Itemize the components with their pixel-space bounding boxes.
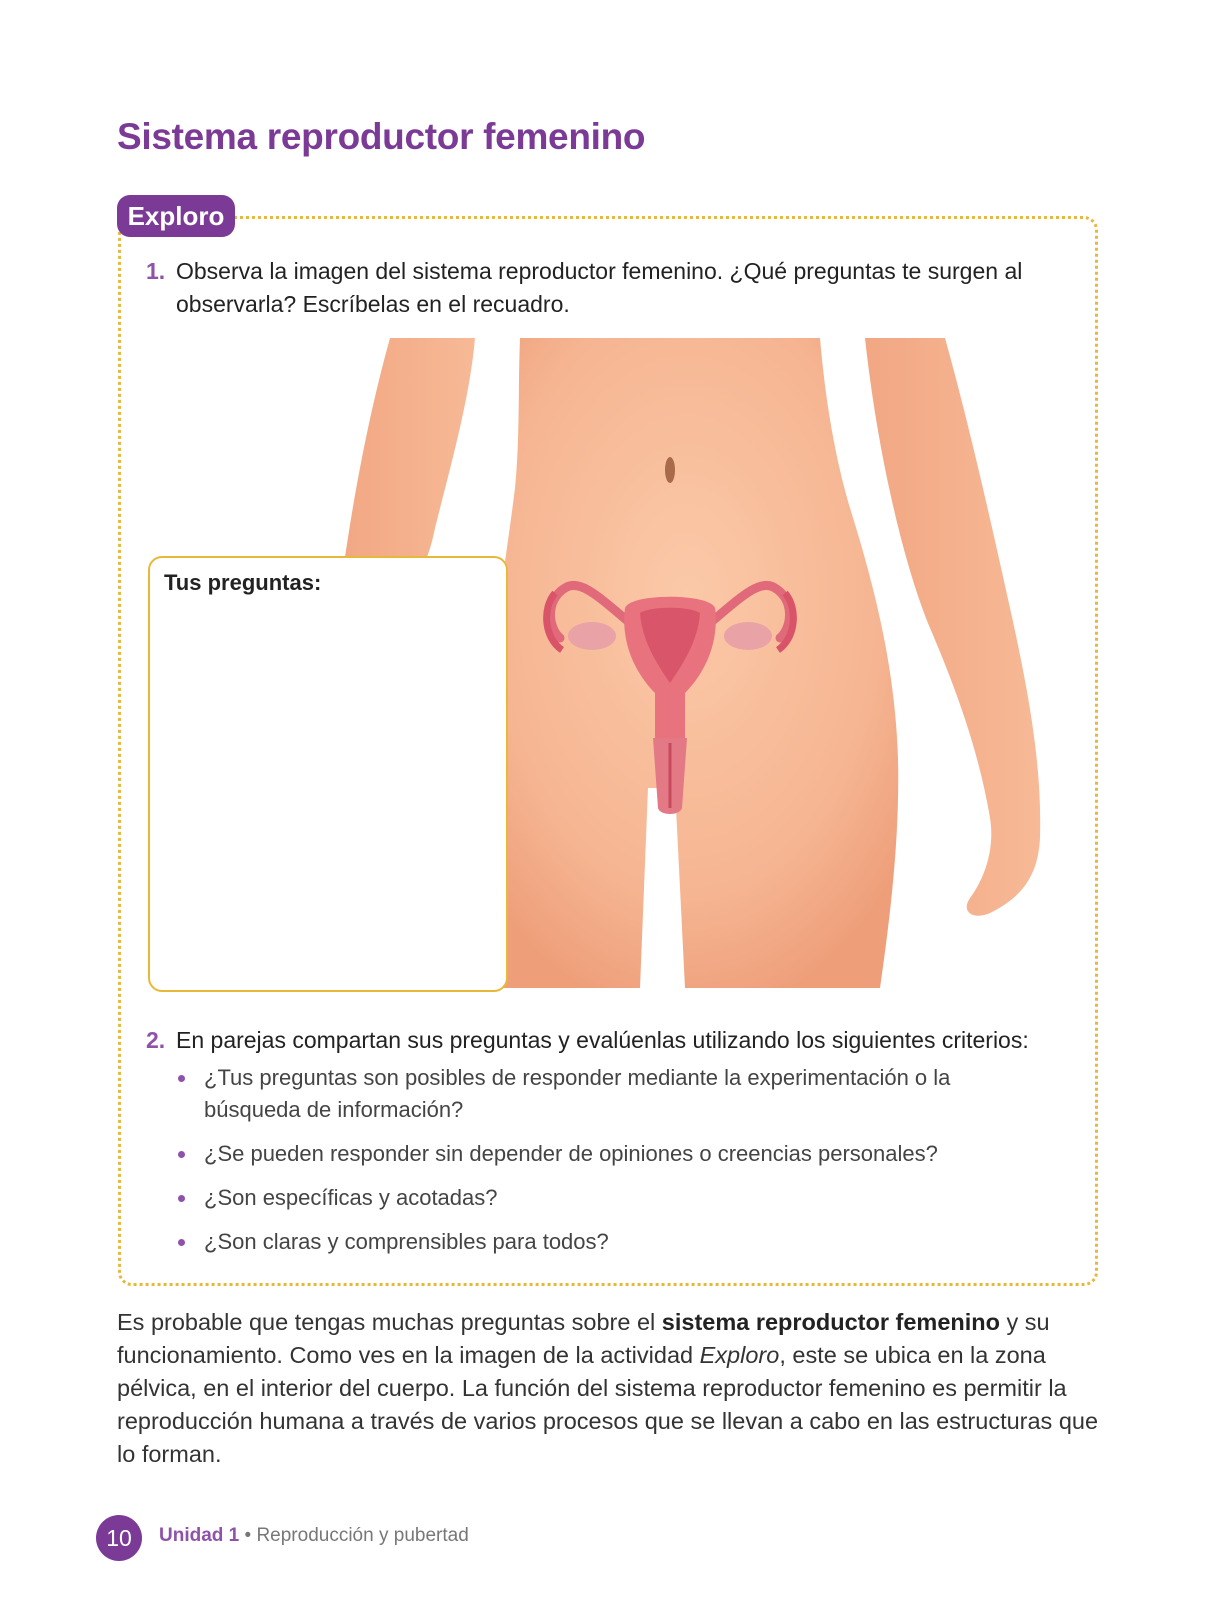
navel	[665, 457, 675, 483]
questions-answer-box[interactable]	[148, 556, 508, 992]
criteria-item: ¿Son claras y comprensibles para todos?	[178, 1226, 998, 1258]
criteria-item: ¿Se pueden responder sin depender de opiniones o creencias personales?	[178, 1138, 998, 1170]
question-2-number: 2.	[146, 1027, 166, 1053]
activity-reference: Exploro	[699, 1342, 780, 1368]
criteria-item: ¿Tus preguntas son posibles de responder mediante la experimentación o la búsqueda de información?	[178, 1062, 998, 1126]
question-1-text: Observa la imagen del sistema reproductor femenino. ¿Qué preguntas te surgen al observarla? Escríbelas en el recuadro.	[176, 258, 1023, 317]
page-title: Sistema reproductor femenino	[117, 116, 646, 157]
criteria-item: ¿Son específicas y acotadas?	[178, 1182, 998, 1214]
left-arm	[340, 338, 475, 593]
bullet-icon	[178, 1195, 185, 1202]
answer-box-label: Tus preguntas:	[164, 570, 322, 595]
bullet-icon	[178, 1239, 185, 1246]
page-number: 10	[96, 1515, 142, 1561]
question-2-text: En parejas compartan sus preguntas y evalúenlas utilizando los siguientes criterios:	[176, 1027, 1029, 1053]
body-paragraph: Es probable que tengas muchas preguntas sobre el sistema reproductor femenino y su funcionamiento. Como ves en la imagen de la actividad Exploro, este se ubica en la zona pélvica, en el interior del cuerpo. La función del sistema reproductor femenino es permitir la reproducción humana a través de varios procesos que se llevan a cabo en las estructuras que lo forman.	[117, 1309, 1099, 1467]
bullet-icon	[178, 1075, 185, 1082]
footer-unit-label: Unidad 1 • Reproducción y pubertad	[159, 1525, 469, 1546]
bullet-icon	[178, 1151, 185, 1158]
explore-tab: Exploro	[117, 195, 235, 237]
question-1-number: 1.	[146, 258, 166, 284]
key-term: sistema reproductor femenino	[661, 1309, 1000, 1335]
criteria-list	[178, 1062, 998, 1270]
